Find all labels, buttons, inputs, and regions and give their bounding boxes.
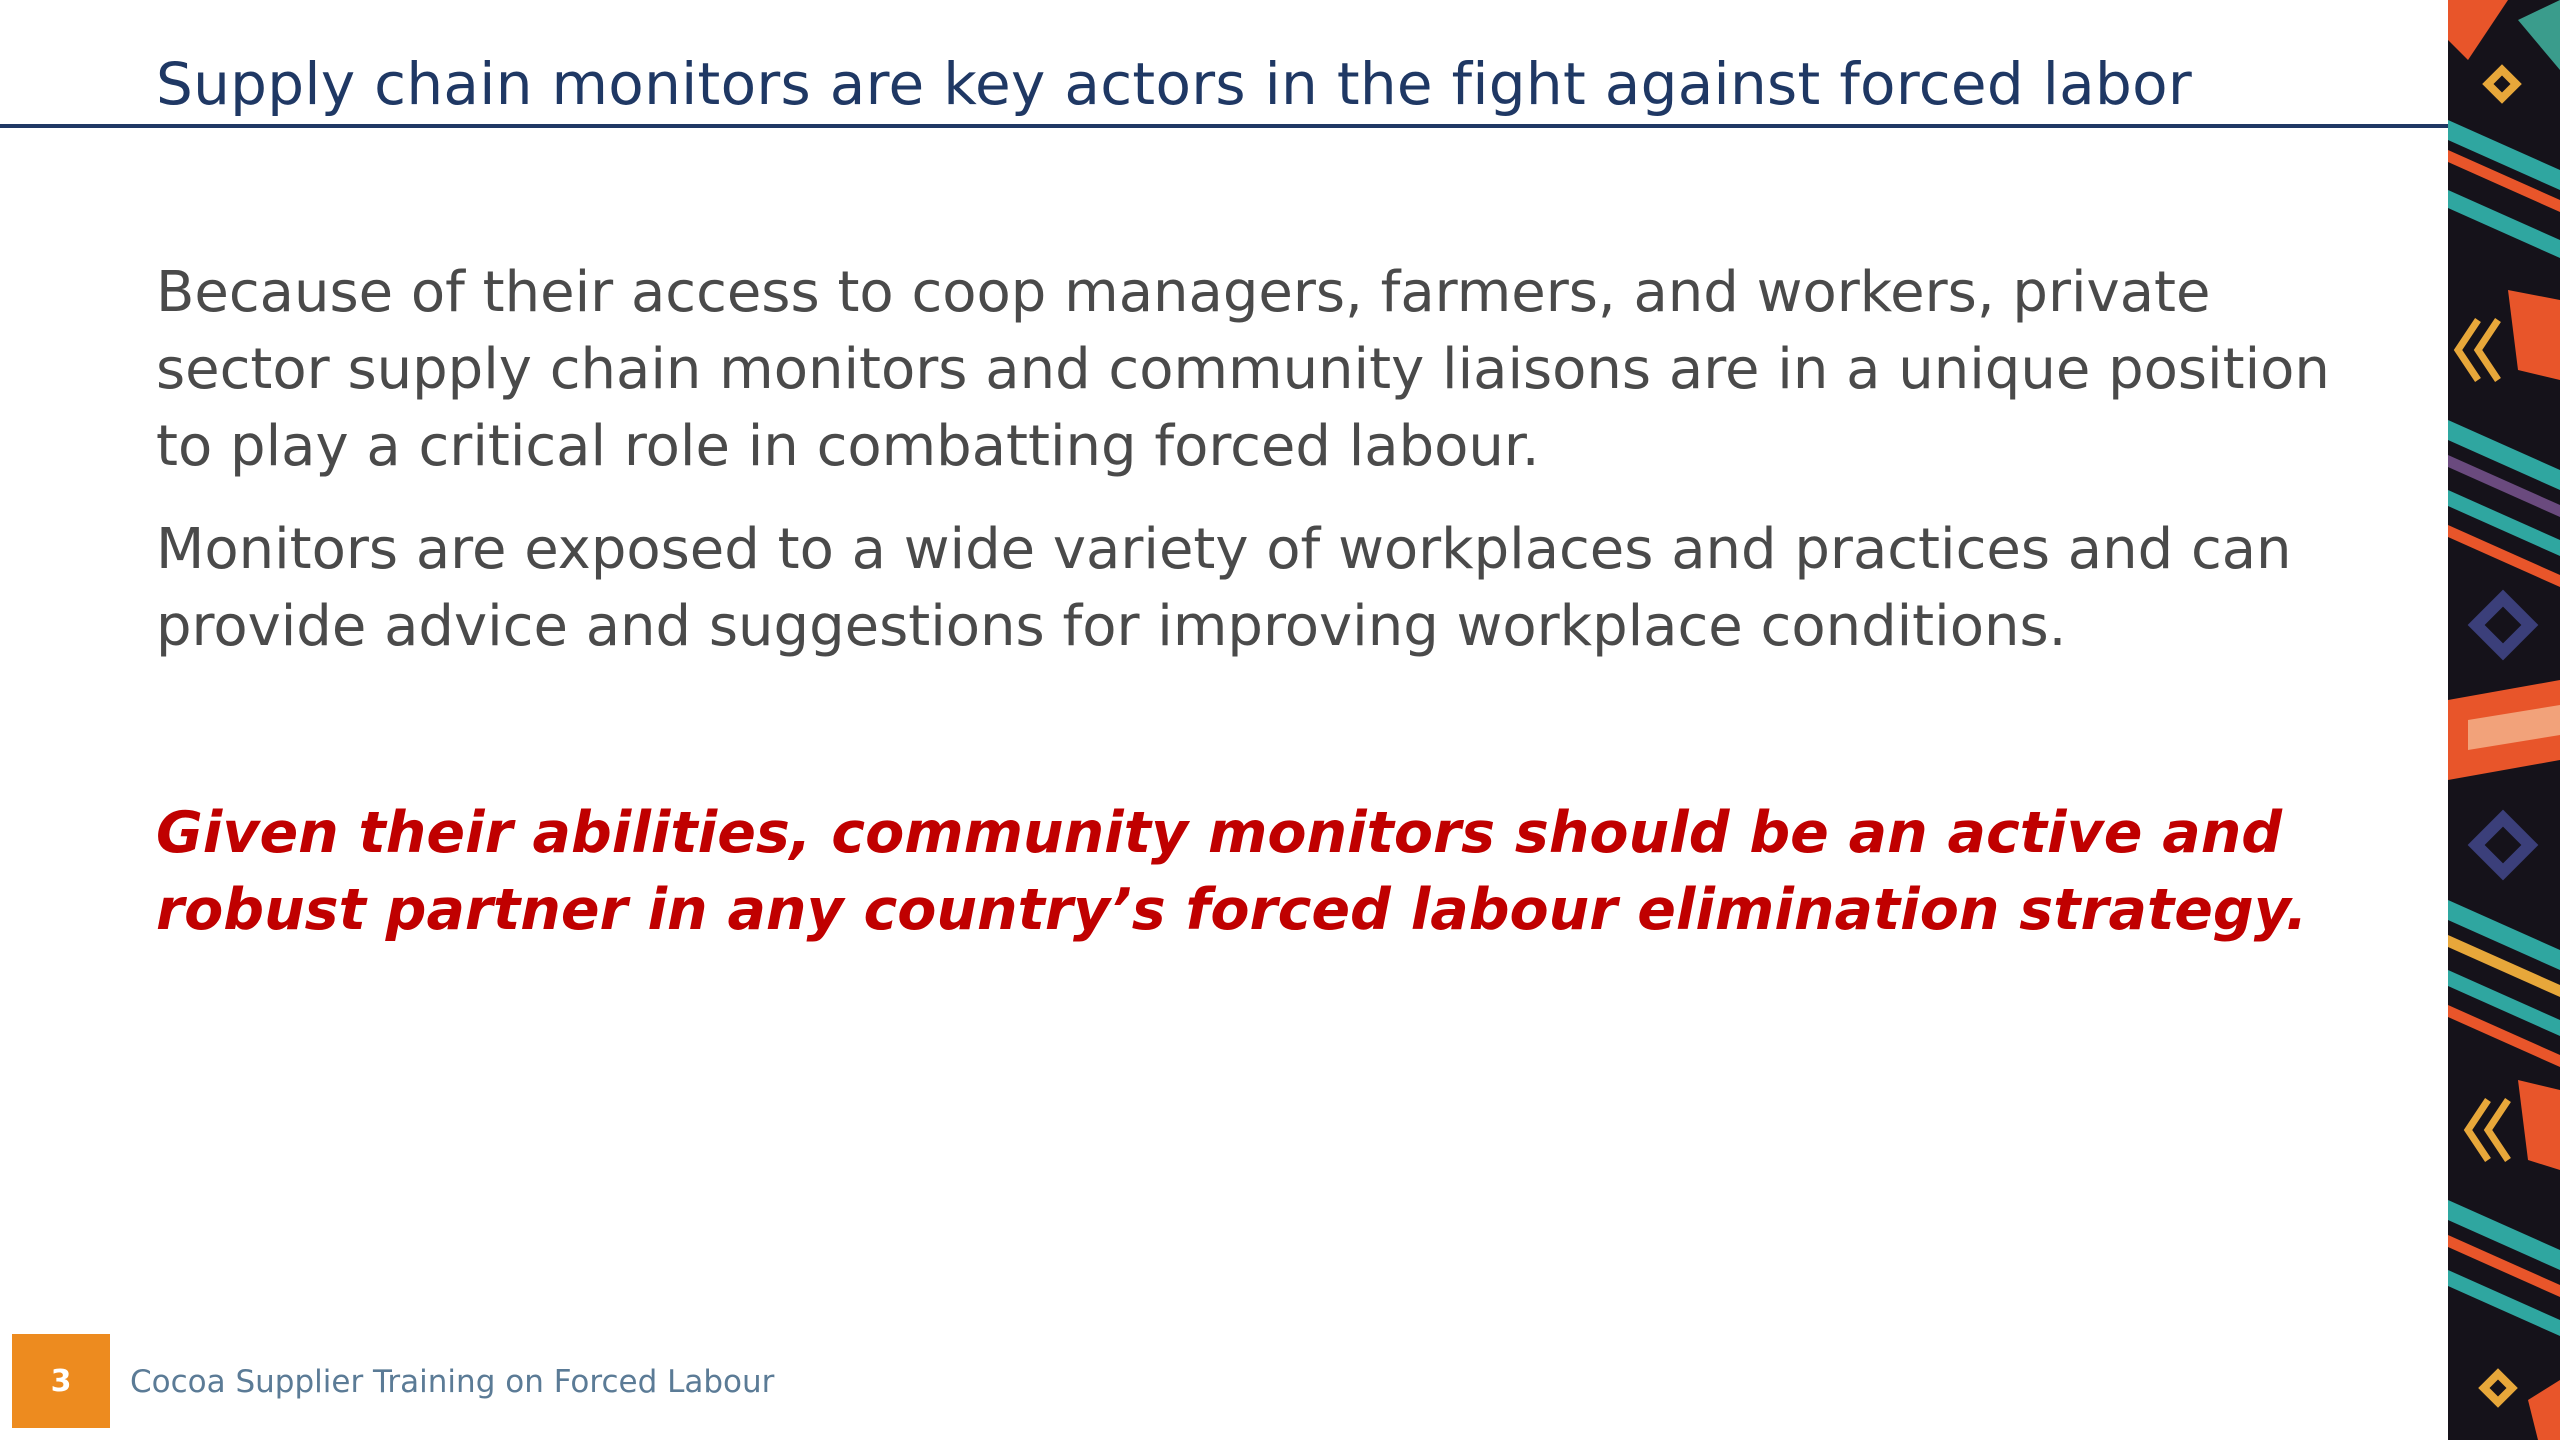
body-paragraph-1: Because of their access to coop managers, farmers, and workers, private sector supply chain monitors and community liaisons are in a unique position to play a critical role in combatting forced labour. [156,260,2330,479]
body-paragraph-2: Monitors are exposed to a wide variety of workplaces and practices and can provide advice and suggestions for improving workplace conditions. [156,517,2292,659]
slide-number-badge: 3 [12,1334,110,1428]
slide-title: Supply chain monitors are key actors in the fight against forced labor [156,50,2193,118]
footer-title: Cocoa Supplier Training on Forced Labour [130,1364,775,1400]
textile-pattern-graphic [2448,0,2560,1440]
woven-textile-pattern [2448,0,2560,1440]
emphasis-statement: Given their abilities, community monitors should be an active and robust partner in any country’s forced labour elimination strategy. [156,800,2308,943]
title-divider [0,124,2448,128]
